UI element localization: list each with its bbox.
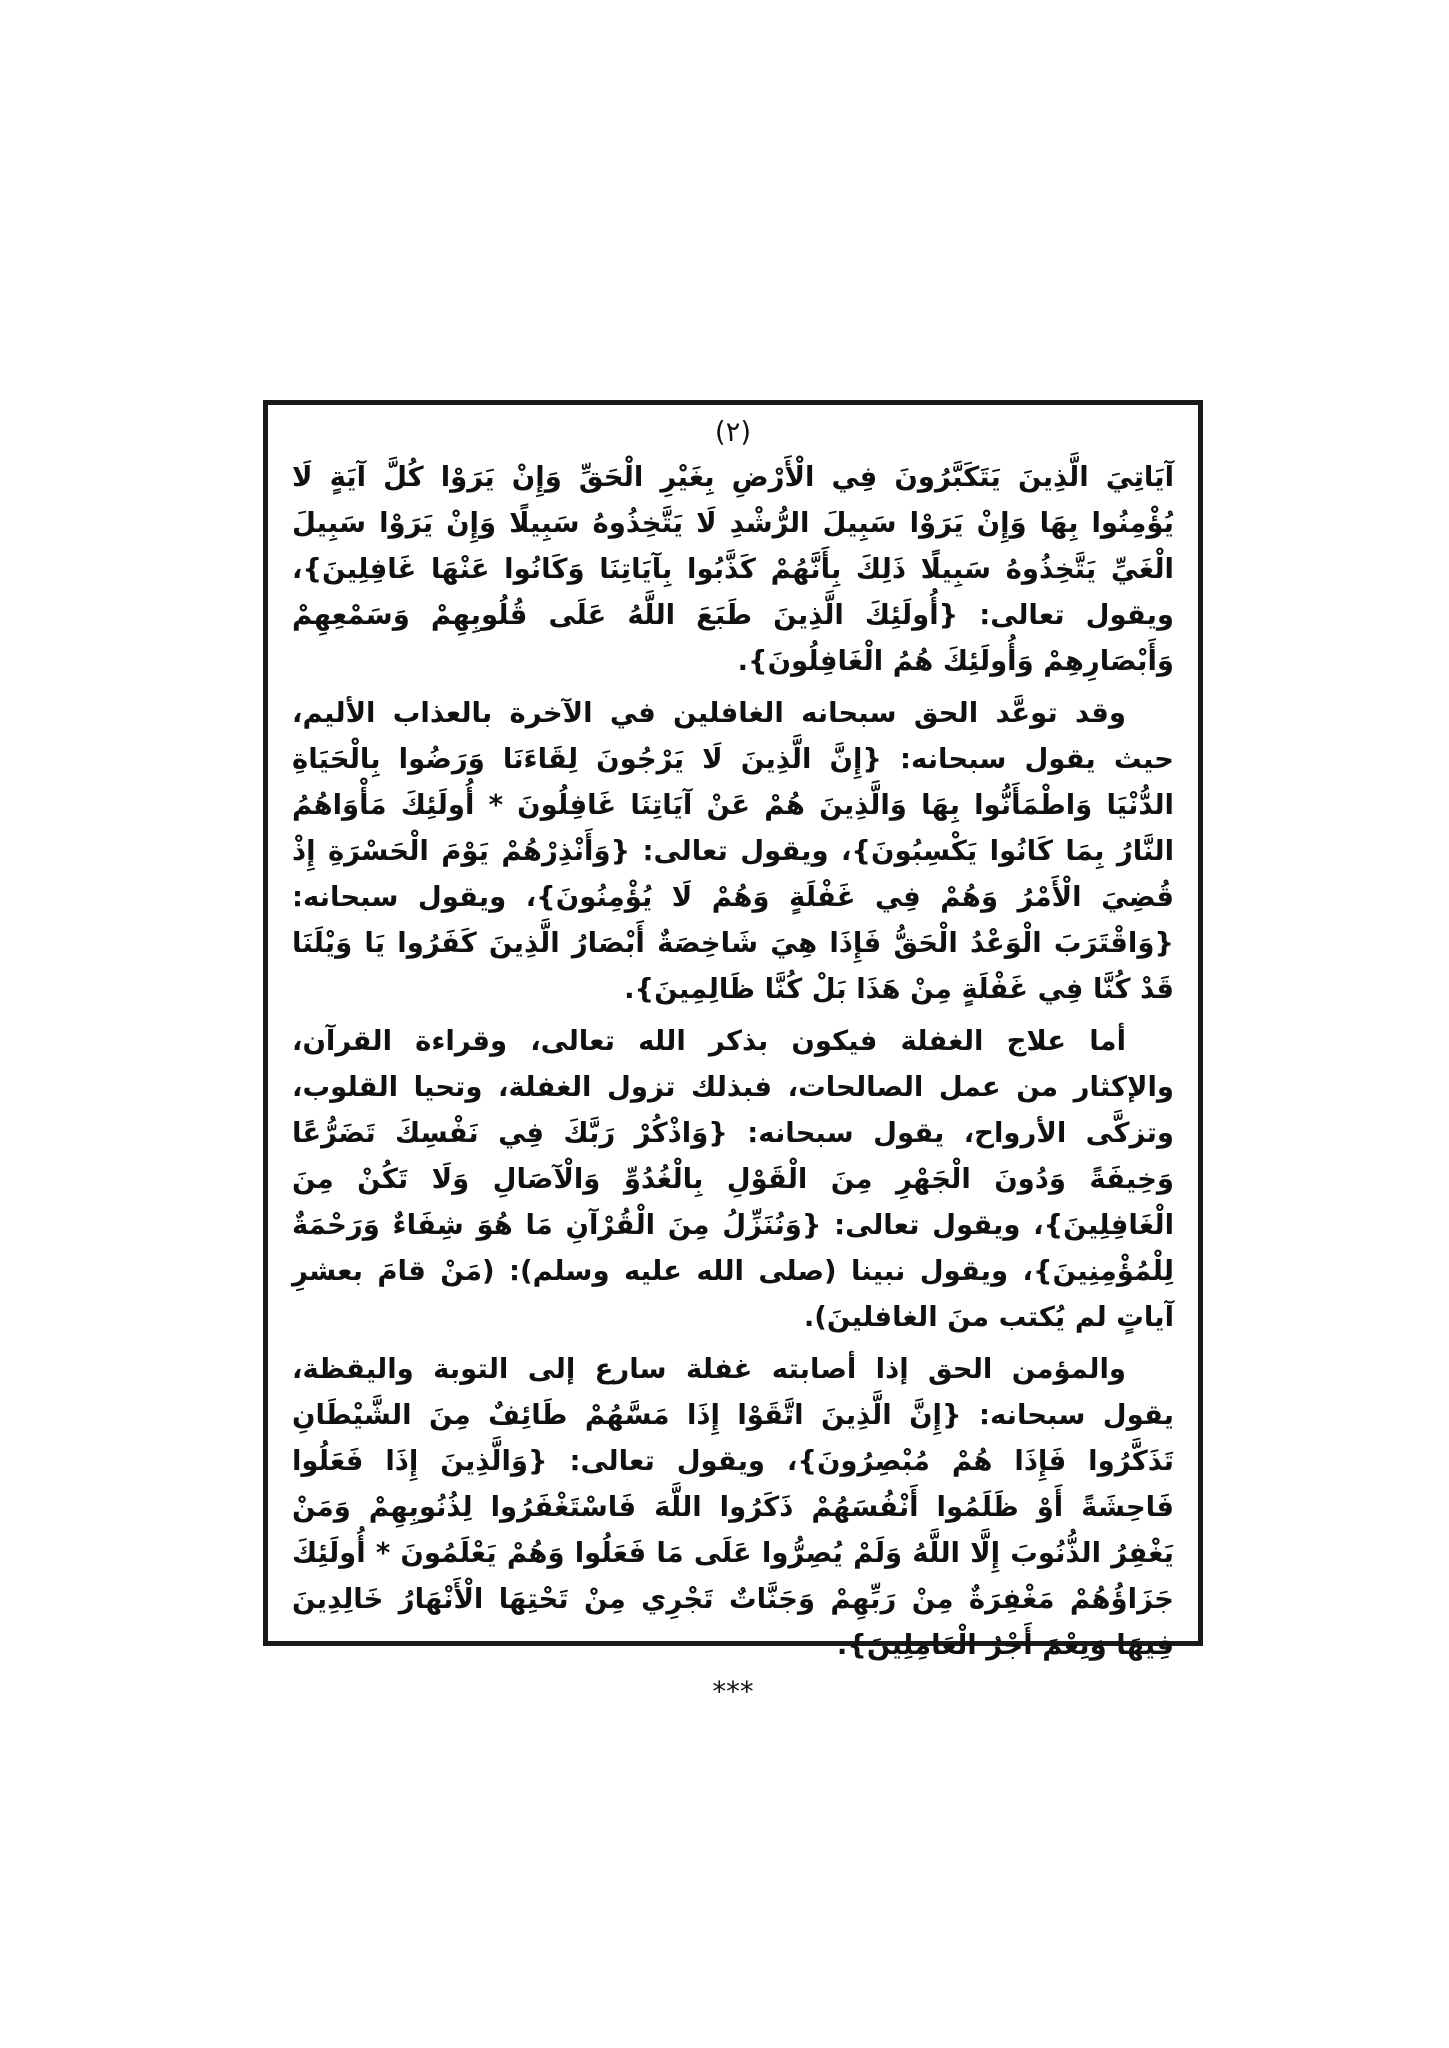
paragraph-repentance-and-awakening: والمؤمن الحق إذا أصابته غفلة سارع إلى التوبة واليقظة، يقول سبحانه: {إِنَّ الَّذِينَ اتَّقَوْا إِذَا مَسَّهُمْ طَائِفٌ مِنَ الشَّيْطَانِ تَذَكَّرُوا فَإِذَا هُمْ مُبْصِرُونَ}، ويقول تعالى: {وَالَّذِينَ إِذَا فَعَلُوا فَاحِشَةً أَوْ ظَلَمُوا أَنْفُسَهُمْ ذَكَرُوا اللَّهَ فَاسْتَغْفَرُوا لِذُنُوبِهِمْ وَمَنْ يَغْفِرُ الذُّنُوبَ إِلَّا اللَّهُ وَلَمْ يُصِرُّوا عَلَى مَا فَعَلُوا وَهُمْ يَعْلَمُونَ * أُولَئِكَ جَزَاؤُهُمْ مَغْفِرَةٌ مِنْ رَبِّهِمْ وَجَنَّاتٌ تَجْرِي مِنْ تَحْتِهَا الْأَنْهَارُ خَالِدِينَ فِيهَا وَنِعْمَ أَجْرُ الْعَامِلِينَ}. [292, 1353, 1174, 1661]
paragraph-verses-continuation: آيَاتِيَ الَّذِينَ يَتَكَبَّرُونَ فِي الْأَرْضِ بِغَيْرِ الْحَقِّ وَإِنْ يَرَوْا كُلَّ آيَةٍ لَا يُؤْمِنُوا بِهَا وَإِنْ يَرَوْا سَبِيلَ الرُّشْدِ لَا يَتَّخِذُوهُ سَبِيلًا وَإِنْ يَرَوْا سَبِيلَ الْغَيِّ يَتَّخِذُوهُ سَبِيلًا ذَلِكَ بِأَنَّهُمْ كَذَّبُوا بِآيَاتِنَا وَكَانُوا عَنْهَا غَافِلِينَ}، ويقول تعالى: {أُولَئِكَ الَّذِينَ طَبَعَ اللَّهُ عَلَى قُلُوبِهِمْ وَسَمْعِهِمْ وَأَبْصَارِهِمْ وَأُولَئِكَ هُمُ الْغَافِلُونَ}. [292, 461, 1174, 677]
section-separator: *** [712, 1676, 754, 1708]
paragraph-punishment-of-heedless: وقد توعَّد الحق سبحانه الغافلين في الآخرة بالعذاب الأليم، حيث يقول سبحانه: {إِنَّ الَّذِينَ لَا يَرْجُونَ لِقَاءَنَا وَرَضُوا بِالْحَيَاةِ الدُّنْيَا وَاطْمَأَنُّوا بِهَا وَالَّذِينَ هُمْ عَنْ آيَاتِنَا غَافِلُونَ * أُولَئِكَ مَأْوَاهُمُ النَّارُ بِمَا كَانُوا يَكْسِبُونَ}، ويقول تعالى: {وَأَنْذِرْهُمْ يَوْمَ الْحَسْرَةِ إِذْ قُضِيَ الْأَمْرُ وَهُمْ فِي غَفْلَةٍ وَهُمْ لَا يُؤْمِنُونَ}، ويقول سبحانه: {وَاقْتَرَبَ الْوَعْدُ الْحَقُّ فَإِذَا هِيَ شَاخِصَةٌ أَبْصَارُ الَّذِينَ كَفَرُوا يَا وَيْلَنَا قَدْ كُنَّا فِي غَفْلَةٍ مِنْ هَذَا بَلْ كُنَّا ظَالِمِينَ}. [292, 697, 1174, 1005]
paragraph-cure-for-heedlessness: أما علاج الغفلة فيكون بذكر الله تعالى، وقراءة القرآن، والإكثار من عمل الصالحات، فبذلك تزول الغفلة، وتحيا القلوب، وتزكَّى الأرواح، يقول سبحانه: {وَاذْكُرْ رَبَّكَ فِي نَفْسِكَ تَضَرُّعًا وَخِيفَةً وَدُونَ الْجَهْرِ مِنَ الْقَوْلِ بِالْغُدُوِّ وَالْآصَالِ وَلَا تَكُنْ مِنَ الْغَافِلِينَ}، ويقول تعالى: {وَنُنَزِّلُ مِنَ الْقُرْآنِ مَا هُوَ شِفَاءٌ وَرَحْمَةٌ لِلْمُؤْمِنِينَ}، ويقول نبينا (صلى الله عليه وسلم): (مَنْ قامَ بعشرِ آياتٍ لم يُكتب منَ الغافلينَ). [292, 1025, 1174, 1333]
page-number: (٢) [714, 416, 752, 448]
page-content [292, 412, 1174, 1710]
